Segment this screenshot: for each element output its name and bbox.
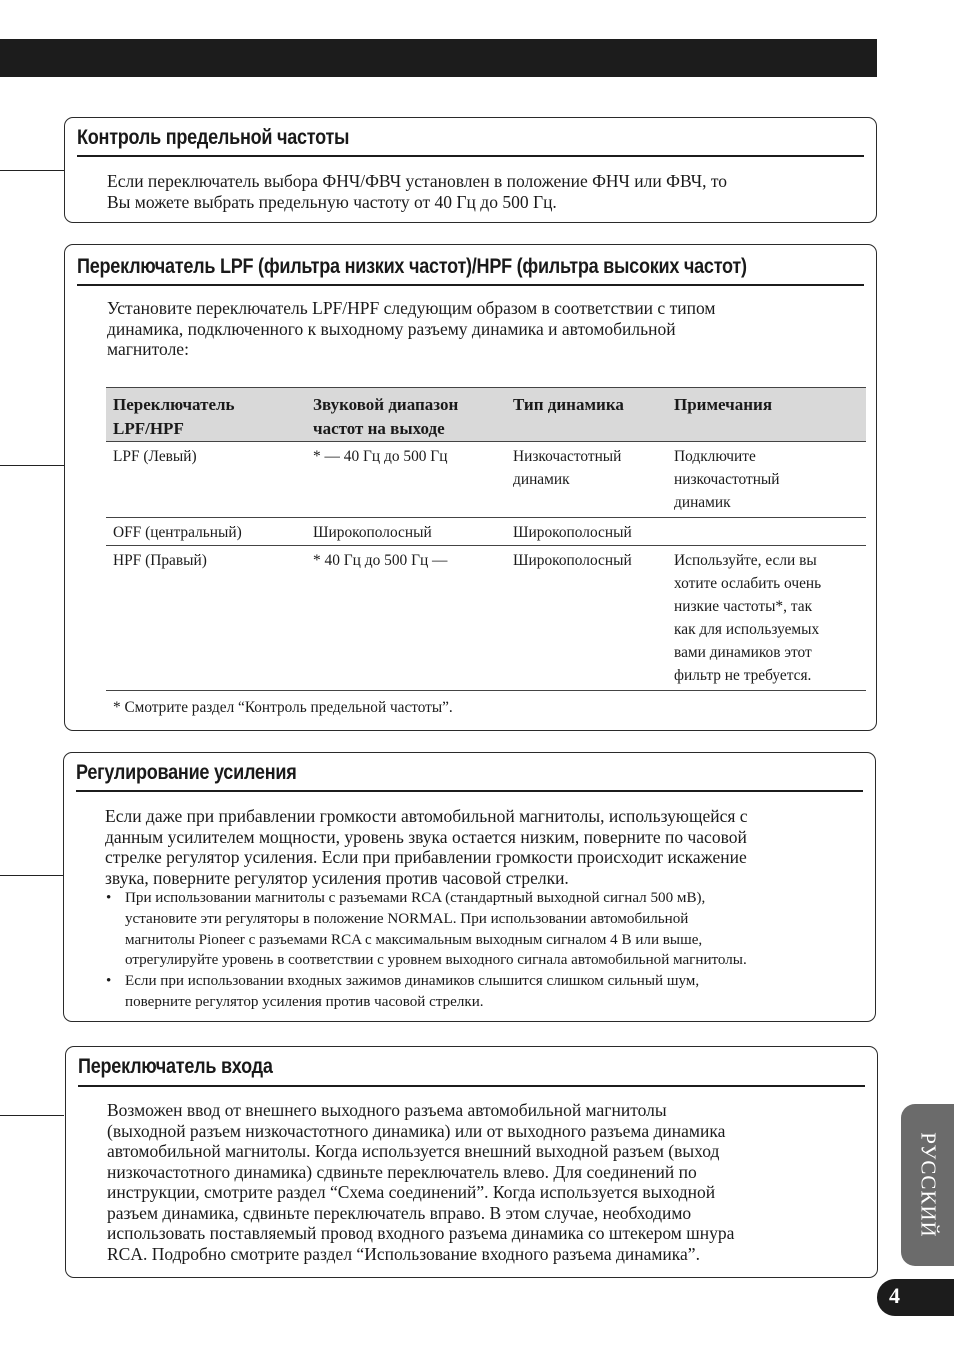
section-title: Регулирование усиления (76, 761, 297, 784)
section-body (107, 298, 872, 360)
text-line: RCA. Подробно смотрите раздел “Использование входного разъема динамика”. (107, 1243, 700, 1264)
section-title: Контроль предельной частоты (77, 126, 350, 149)
table-cell: Используйте, если вы хотите ослабить очень низкие частоты*, так как для используемых вами динамиков этот фильтр не требуется. (667, 546, 866, 691)
section-cutoff-frequency (64, 117, 877, 223)
section-body (107, 1100, 875, 1264)
table-cell: Широкополосный (506, 518, 667, 546)
table-cell: Подключите низкочастотный динамик (667, 442, 866, 518)
section-title: Переключатель входа (78, 1055, 273, 1078)
table-footnote: * Смотрите раздел “Контроль предельной частоты”. (113, 699, 453, 716)
bullet-list (105, 888, 873, 1013)
table-cell: * — 40 Гц до 500 Гц (306, 442, 506, 518)
table-row (106, 518, 866, 546)
table-row (106, 546, 866, 691)
margin-tick (0, 170, 64, 171)
table-cell: Широкополосный (306, 518, 506, 546)
section-gain-control (63, 752, 876, 1022)
text-line: данным усилителем мощности, уровень звука остается низким, поверните по часовой (105, 826, 747, 847)
column-header-frequency-range: Звуковой диапазон частот на выходе (306, 388, 506, 442)
lpf-hpf-table (106, 387, 866, 691)
text-line: Если переключатель выбора ФНЧ/ФВЧ установлен в положение ФНЧ или ФВЧ, то (107, 171, 728, 191)
table-cell: * 40 Гц до 500 Гц — (306, 546, 506, 691)
page-number-tab (877, 1279, 954, 1316)
text-line: использовать поставляемый провод входного разъема динамика со штекером шнура (107, 1223, 735, 1243)
text-line: разъем динамика, сдвиньте переключатель вправо. В этом случае, необходимо (107, 1202, 692, 1223)
text-line: Если даже при прибавлении громкости автомобильной магнитолы, использующейся с (105, 806, 748, 826)
text-line: стрелке регулятор усиления. Если при прибавлении громкости происходит искажение (105, 847, 747, 867)
table-row (106, 442, 866, 518)
header-bar (0, 39, 877, 77)
section-body (105, 806, 873, 888)
margin-tick (0, 465, 64, 466)
section-body (107, 171, 872, 212)
table-cell: OFF (центральный) (106, 518, 306, 546)
text-line: Возможен ввод от внешнего выходного разъема автомобильной магнитолы (107, 1100, 667, 1120)
title-rule (76, 790, 863, 792)
margin-tick (0, 875, 64, 876)
table-cell: LPF (Левый) (106, 442, 306, 518)
list-item: • При использовании магнитолы с разъемами RCA (стандартный выходной сигнал 500 мВ), установите эти регуляторы в положение NORMAL. При использовании автомобильной магнитолы Pioneer с разъемами RCA с максимальным выходным сигналом 4 В или выше, отрегулируйте уровень в соответствии с уровнем выходного сигнала автомобильной магнитолы. (105, 888, 873, 971)
table-cell (667, 518, 866, 546)
column-header-speaker-type: Тип динамика (506, 388, 667, 442)
list-item: • Если при использовании входных зажимов динамиков слышится слишком сильный шум, поверните регулятор усиления против часовой стрелки. (105, 971, 873, 1013)
section-input-switch (65, 1046, 878, 1278)
table-cell: HPF (Правый) (106, 546, 306, 691)
text-line: Вы можете выбрать предельную частоту от 40 Гц до 500 Гц. (107, 191, 557, 212)
table-cell: Низкочастотный динамик (506, 442, 667, 518)
text-line: Установите переключатель LPF/HPF следующим образом в соответствии с типом (107, 298, 716, 318)
text-line: автомобильной магнитолы. Когда используется внешний выходной разъем (выход (107, 1141, 720, 1161)
text-line: магнитоле: (107, 339, 189, 359)
text-line: инструкции, смотрите раздел “Схема соединений”. Когда используется выходной (107, 1182, 716, 1202)
title-rule (78, 1085, 865, 1087)
column-header-switch: Переключатель LPF/HPF (106, 388, 306, 442)
language-tab (901, 1104, 954, 1266)
table-header-row (106, 388, 866, 442)
column-header-notes: Примечания (667, 388, 866, 442)
text-line: низкочастотного динамика) сдвиньте переключатель влево. Для соединений по (107, 1161, 697, 1182)
title-rule (77, 155, 864, 157)
text-line: (выходной разъем низкочастотного динамика) или от выходного разъема динамика (107, 1120, 726, 1141)
language-label: РУССКИЙ (916, 1132, 940, 1238)
page-number: 4 (889, 1283, 900, 1308)
table-cell: Широкополосный (506, 546, 667, 691)
margin-tick (0, 1115, 64, 1116)
section-lpf-hpf-switch (64, 244, 877, 731)
text-line: динамика, подключенного к выходному разъему динамика и автомобильной (107, 318, 676, 339)
title-rule (77, 284, 864, 286)
text-line: звука, поверните регулятор усиления против часовой стрелки. (105, 867, 569, 888)
section-title: Переключатель LPF (фильтра низких частот)/HPF (фильтра высоких частот) (77, 255, 747, 278)
